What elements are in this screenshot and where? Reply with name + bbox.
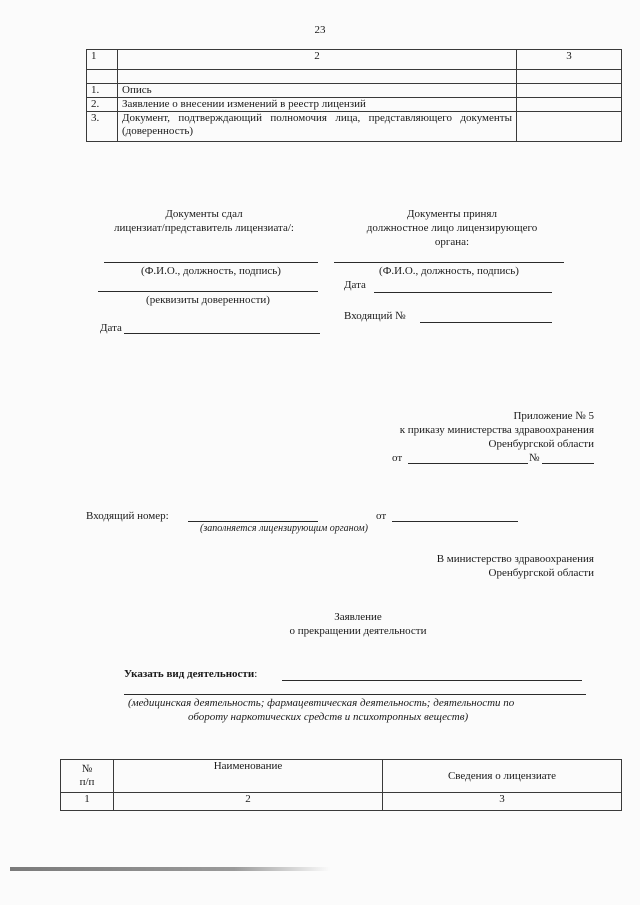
appendix-date-line [408, 463, 528, 464]
appendix-order: к приказу министерства здравоохранения [399, 424, 594, 436]
requisites-line [98, 291, 318, 292]
table-row [87, 84, 622, 98]
row-number: 1. [87, 84, 118, 98]
activity-label-colon: : [254, 668, 258, 680]
activity-note-1: (медицинская деятельность; фармацевтическая деятельность; деятельности по [128, 697, 515, 709]
addressee-region: Оренбургской области [488, 567, 594, 579]
activity-label-text: Указать вид деятельности [124, 668, 255, 680]
incoming-line [188, 521, 318, 522]
statement-subtitle: о прекращении деятельности [289, 625, 427, 637]
appendix-number-label: № [529, 452, 540, 464]
header-cell: 3 [517, 50, 622, 70]
row-cell: 3 [383, 793, 622, 811]
header-number-sign: № [81, 763, 93, 775]
date-line [124, 333, 320, 334]
requisites-caption: (реквизиты доверенности) [146, 294, 270, 306]
fio-caption: (Ф.И.О., должность, подпись) [379, 265, 519, 277]
page-number: 23 [314, 24, 326, 36]
fio-caption: (Ф.И.О., должность, подпись) [141, 265, 281, 277]
date-line [374, 292, 552, 293]
date-label: Дата [100, 322, 122, 334]
appendix-title: Приложение № 5 [513, 410, 594, 422]
incoming-number-label: Входящий № [344, 310, 406, 322]
table-header-row [87, 50, 622, 70]
row-number: 1 [61, 793, 114, 811]
table-row [87, 112, 622, 142]
table-row [61, 793, 622, 811]
accepted-subtitle-2: органа: [434, 236, 470, 248]
header-cell: 2 [118, 50, 517, 70]
scan-shadow [10, 867, 330, 871]
submitted-title: Документы сдал [165, 208, 243, 220]
appendix-number-line [542, 463, 594, 464]
header-cell: 1 [87, 50, 118, 70]
incoming-number-line [420, 322, 552, 323]
activity-line [282, 680, 582, 681]
appendix-region: Оренбургской области [488, 438, 594, 450]
signature-line [334, 262, 564, 263]
row-cell: 2 [114, 793, 383, 811]
header-cell-name: Наименование [114, 760, 383, 793]
accepted-subtitle: должностное лицо лицензирующего [366, 222, 538, 234]
activity-line-2 [124, 694, 586, 695]
row-text: Опись [118, 84, 517, 98]
statement-title: Заявление [334, 611, 382, 623]
appendix-from-label: от [392, 452, 403, 464]
submitted-subtitle: лицензиат/представитель лицензиата/: [114, 222, 294, 234]
header-number-pp: п/п [79, 776, 95, 788]
incoming-from-label: от [376, 510, 387, 522]
activity-note-2: обороту наркотических средств и психотропных веществ) [188, 711, 469, 723]
date-label: Дата [344, 279, 366, 291]
row-text: Заявление о внесении изменений в реестр лицензий [118, 98, 517, 112]
signature-line [104, 262, 318, 263]
row-number: 3. [87, 112, 118, 142]
documents-table [86, 49, 622, 142]
activity-label [124, 668, 257, 680]
header-cell-info: Сведения о лицензиате [383, 760, 622, 793]
incoming-date-line [392, 521, 518, 522]
row-text: Документ, подтверждающий полномочия лица, представляющего документы (доверенность) [118, 112, 517, 142]
accepted-title: Документы принял [407, 208, 497, 220]
table-row [87, 98, 622, 112]
table-spacer-row [87, 70, 622, 84]
incoming-label: Входящий номер: [86, 510, 169, 522]
row-number: 2. [87, 98, 118, 112]
header-cell-number [61, 760, 114, 793]
addressee-ministry: В министерство здравоохранения [436, 553, 594, 565]
licensee-table [60, 759, 622, 811]
table-header-row [61, 760, 622, 793]
incoming-note: (заполняется лицензирующим органом) [200, 523, 368, 534]
